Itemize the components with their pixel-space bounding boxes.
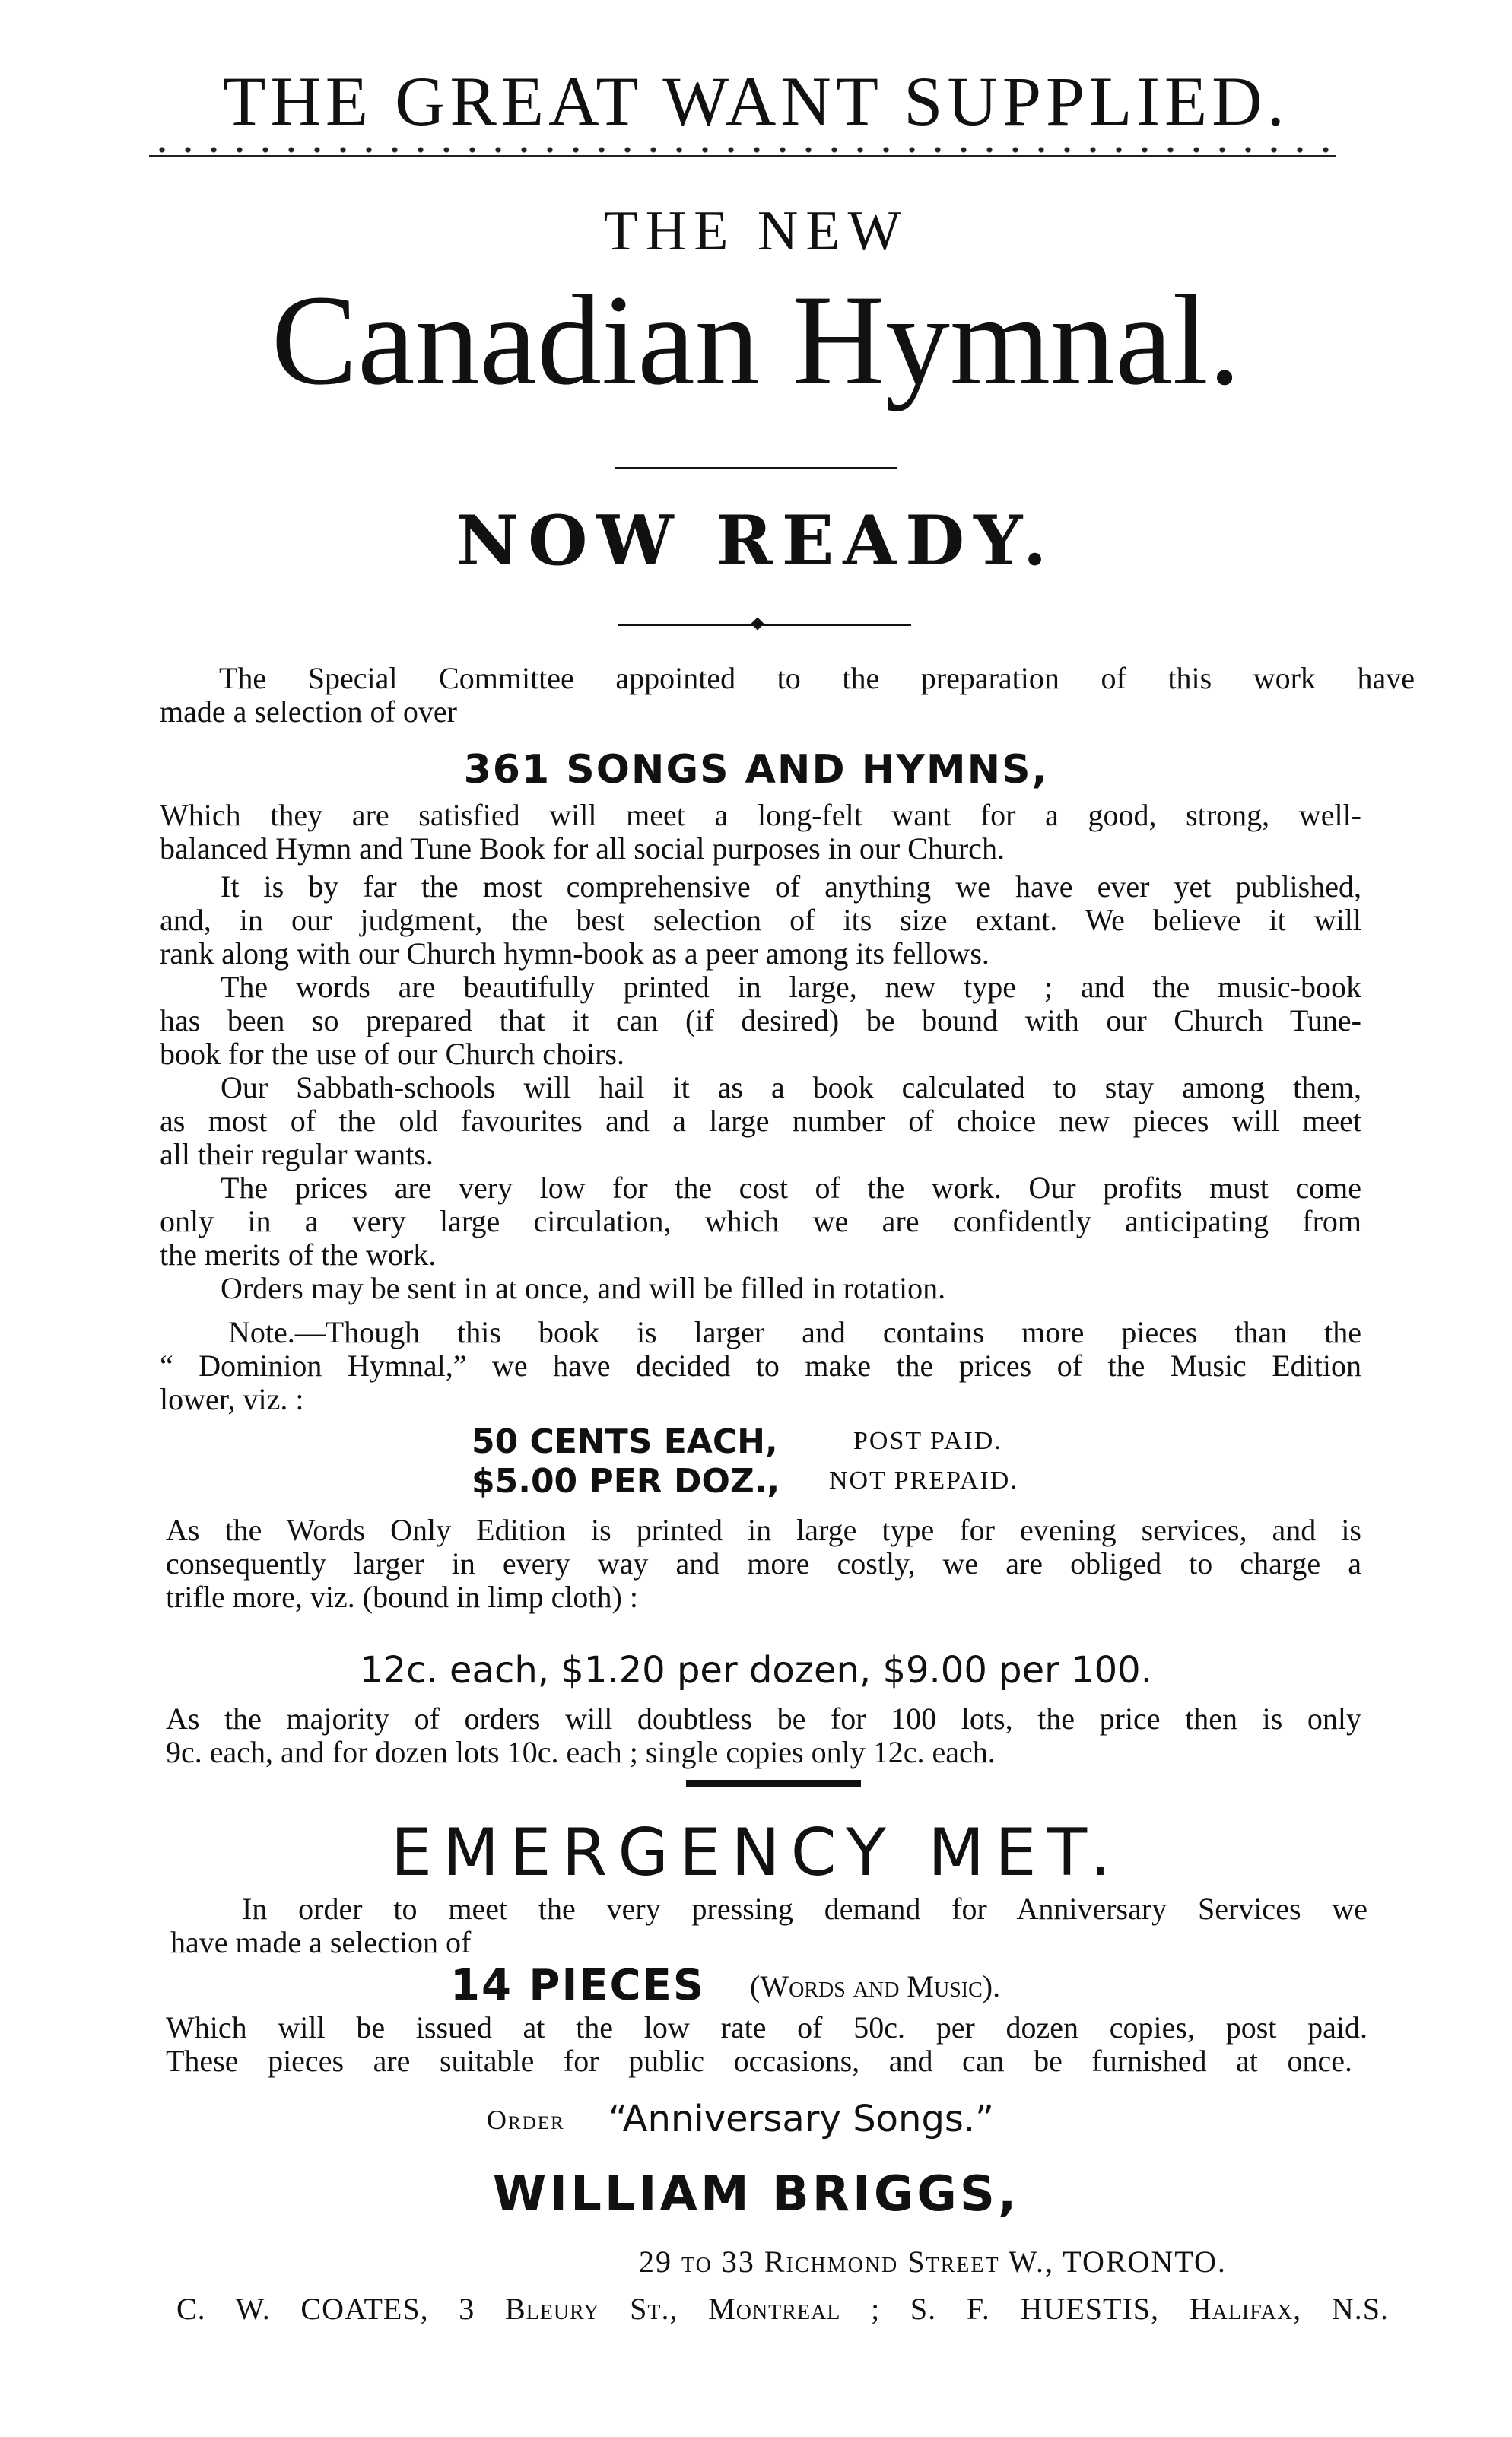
- diamond-ornament-icon: [751, 618, 764, 631]
- order-title: “Anniversary Songs.”: [608, 2098, 995, 2140]
- body-line: Orders may be sent in at once, and will be filled in rotation.: [221, 1271, 946, 1305]
- order-label: Order: [487, 2105, 565, 2135]
- price-each: 50 CENTS EACH,: [472, 1422, 778, 1461]
- body-line: all their regular wants.: [160, 1137, 434, 1171]
- songs-count-highlight: 361 SONGS AND HYMNS,: [463, 747, 1049, 793]
- body-line: balanced Hymn and Tune Book for all social purposes in our Church.: [160, 831, 1005, 866]
- ornament-rule: [618, 624, 911, 626]
- body-line: as most of the old favourites and a large number of choice new pieces will meet: [160, 1104, 1361, 1138]
- body-line: the merits of the work.: [160, 1238, 437, 1272]
- note-line: Note.—Though this book is larger and contains more pieces than the: [228, 1315, 1361, 1349]
- note-line: “ Dominion Hymnal,” we have decided to make the prices of the Music Edition: [160, 1349, 1361, 1383]
- body-line: Our Sabbath-schools will hail it as a book calculated to stay among them,: [221, 1070, 1361, 1104]
- publisher-name: WILLIAM BRIGGS,: [492, 2166, 1020, 2223]
- emergency-heading: EMERGENCY MET.: [390, 1815, 1122, 1891]
- price-dozen: $5.00 PER DOZ.,: [472, 1462, 780, 1501]
- words-edition-prices: 12c. each, $1.20 per dozen, $9.00 per 100.: [360, 1649, 1152, 1692]
- intro-line: made a selection of over: [160, 694, 457, 729]
- book-title: Canadian Hymnal.: [271, 268, 1241, 411]
- majority-line: 9c. each, and for dozen lots 10c. each ; single copies only 12c. each.: [166, 1735, 996, 1769]
- thick-divider: [686, 1780, 861, 1787]
- words-edition-line: trifle more, viz. (bound in limp cloth) :: [166, 1580, 638, 1614]
- words-edition-line: As the Words Only Edition is printed in large type for evening services, and is: [166, 1513, 1361, 1547]
- body-line: The prices are very low for the cost of the work. Our profits must come: [221, 1171, 1361, 1205]
- price-dozen-note: NOT PREPAID.: [829, 1466, 1018, 1495]
- majority-line: As the majority of orders will doubtless be for 100 lots, the price then is only: [166, 1701, 1361, 1736]
- dotted-rule: [149, 145, 1336, 157]
- emergency-line: In order to meet the very pressing demand for Anniversary Services we: [242, 1892, 1367, 1926]
- agents-line: C. W. COATES, 3 Bleury St., Montreal ; S. F. HUESTIS, Halifax, N.S.: [176, 2292, 1389, 2326]
- body-line: Which they are satisfied will meet a long-felt want for a good, strong, well-: [160, 798, 1361, 832]
- emergency-line: have made a selection of: [170, 1925, 472, 1959]
- body-line: and, in our judgment, the best selection of its size extant. We believe it will: [160, 903, 1361, 937]
- note-line: lower, viz. :: [160, 1382, 304, 1416]
- now-ready-banner: NOW READY.: [456, 500, 1056, 581]
- issue-line: These pieces are suitable for public occasions, and can be furnished at once.: [166, 2044, 1352, 2078]
- words-edition-line: consequently larger in every way and more costly, we are obliged to charge a: [166, 1546, 1361, 1581]
- body-line: It is by far the most comprehensive of anything we have ever yet published,: [221, 869, 1361, 904]
- headline: THE GREAT WANT SUPPLIED.: [223, 62, 1289, 140]
- body-line: rank along with our Church hymn-book as a peer among its fellows.: [160, 936, 989, 971]
- divider-rule: [615, 467, 897, 469]
- body-line: only in a very large circulation, which we are confidently anticipating from: [160, 1204, 1361, 1238]
- body-line: book for the use of our Church choirs.: [160, 1037, 624, 1071]
- pieces-count: 14 PIECES: [450, 1961, 706, 2010]
- publisher-address: 29 to 33 Richmond Street W., TORONTO.: [639, 2245, 1227, 2279]
- pieces-note: (Words and Music).: [750, 1969, 1001, 2003]
- subtitle-the-new: THE NEW: [603, 200, 909, 262]
- price-each-note: POST PAID.: [853, 1427, 1002, 1455]
- intro-line: The Special Committee appointed to the preparation of this work have: [219, 661, 1415, 695]
- body-line: has been so prepared that it can (if desired) be bound with our Church Tune-: [160, 1003, 1361, 1037]
- body-line: The words are beautifully printed in large, new type ; and the music-book: [221, 970, 1361, 1004]
- issue-line: Which will be issued at the low rate of 50c. per dozen copies, post paid.: [166, 2010, 1367, 2045]
